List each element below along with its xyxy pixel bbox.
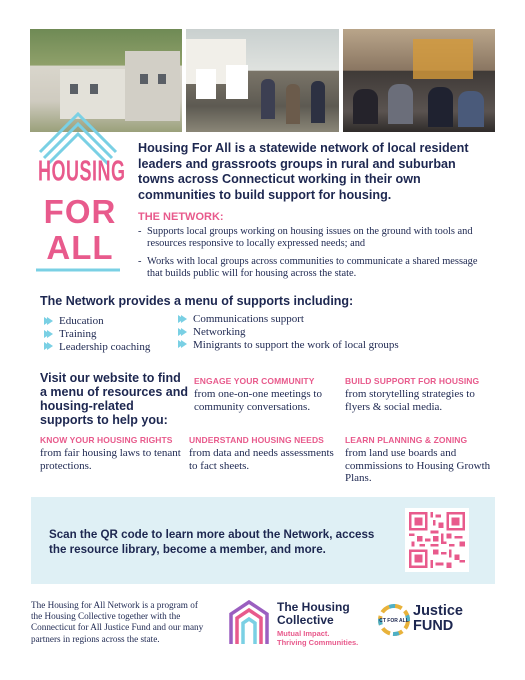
intro-paragraph: Housing For All is a statewide network of local resident leaders and grassroots groups in rural and suburban towns across Connecticut working in their own communities to build support for housing.: [138, 141, 469, 202]
menu-item: [44, 328, 150, 341]
resource-item: [40, 435, 190, 472]
resource-item: [189, 435, 339, 472]
network-heading: THE NETWORK:: [138, 211, 224, 223]
resource-heading: UNDERSTAND HOUSING NEEDS: [189, 435, 324, 445]
menu-heading: The Network provides a menu of supports including:: [40, 294, 354, 308]
logo-word-all: ALL: [46, 229, 114, 266]
photo-indoor-meeting: [343, 29, 495, 132]
menu-item-label: Communications support: [193, 313, 304, 325]
chevron-right-icon: [44, 330, 56, 339]
menu-item: [178, 326, 399, 339]
resource-heading: ENGAGE YOUR COMMUNITY: [194, 376, 315, 386]
logo-word-housing: HOUSING: [38, 155, 126, 187]
visit-website-text: Visit our website to find a menu of resources and housing-related supports to help you:: [40, 371, 188, 427]
resource-item: [194, 376, 344, 413]
resource-heading: KNOW YOUR HOUSING RIGHTS: [40, 435, 173, 445]
network-bullet: - Supports local groups working on housing issues on the ground with tools and resources responsive to locally expressed needs; and: [138, 226, 490, 251]
resource-item: [345, 376, 495, 413]
housing-collective-logo: [228, 600, 270, 646]
qr-text: Scan the QR code to learn more about the Network, access the resource library, become a member, and more.: [49, 528, 375, 556]
resource-heading: LEARN PLANNING & ZONING: [345, 435, 468, 445]
menu-item: [178, 313, 399, 326]
chevron-right-icon: [44, 317, 56, 326]
menu-column-2: [178, 313, 399, 351]
menu-item-label: Training: [59, 327, 97, 340]
menu-item-label: Minigrants to support the work of local groups: [193, 338, 399, 351]
menu-item: [178, 339, 399, 352]
qr-code-icon: [409, 512, 465, 568]
menu-item: [44, 315, 150, 328]
menu-item-label: Education: [59, 315, 104, 327]
qr-code[interactable]: [405, 508, 469, 572]
menu-item-label: Networking: [193, 325, 246, 338]
menu-item: [44, 341, 150, 354]
chevron-right-icon: [178, 328, 190, 337]
chevron-right-icon: [178, 340, 190, 349]
housing-collective-name: The Housing Collective: [277, 600, 350, 627]
network-bullets: [138, 226, 490, 286]
resource-description: from data and needs assessments to fact sheets.: [189, 447, 334, 472]
housing-collective-tagline: Mutual Impact. Thriving Communities.: [277, 629, 359, 647]
resource-description: from fair housing laws to tenant protections.: [40, 447, 181, 472]
logo-word-for: FOR: [43, 193, 117, 230]
network-bullet: - Works with local groups across communities to communicate a shared message that builds public will for housing across the state.: [138, 256, 490, 281]
menu-item-label: Leadership coaching: [59, 340, 151, 353]
menu-column-1: [44, 315, 150, 353]
footer-text: The Housing for All Network is a program of the Housing Collective together with the Connecticut for All Justice Fund and our many partners in regions across the state.: [31, 600, 204, 644]
resource-heading: BUILD SUPPORT FOR HOUSING: [345, 376, 480, 386]
resource-description: from one-on-one meetings to community conversations.: [194, 388, 322, 413]
resource-description: from land use boards and commissions to Housing Growth Plans.: [345, 447, 491, 485]
chevron-right-icon: [44, 342, 56, 351]
ct-badge-text: CT FOR ALL: [379, 618, 409, 624]
justice-fund-name: Justice FUND: [413, 603, 463, 634]
photo-outdoor-event: [186, 29, 338, 132]
chevron-right-icon: [178, 315, 190, 324]
resource-item: [345, 435, 495, 485]
resource-description: from storytelling strategies to flyers & social media.: [345, 388, 475, 413]
ct-for-all-logo: [377, 603, 411, 637]
